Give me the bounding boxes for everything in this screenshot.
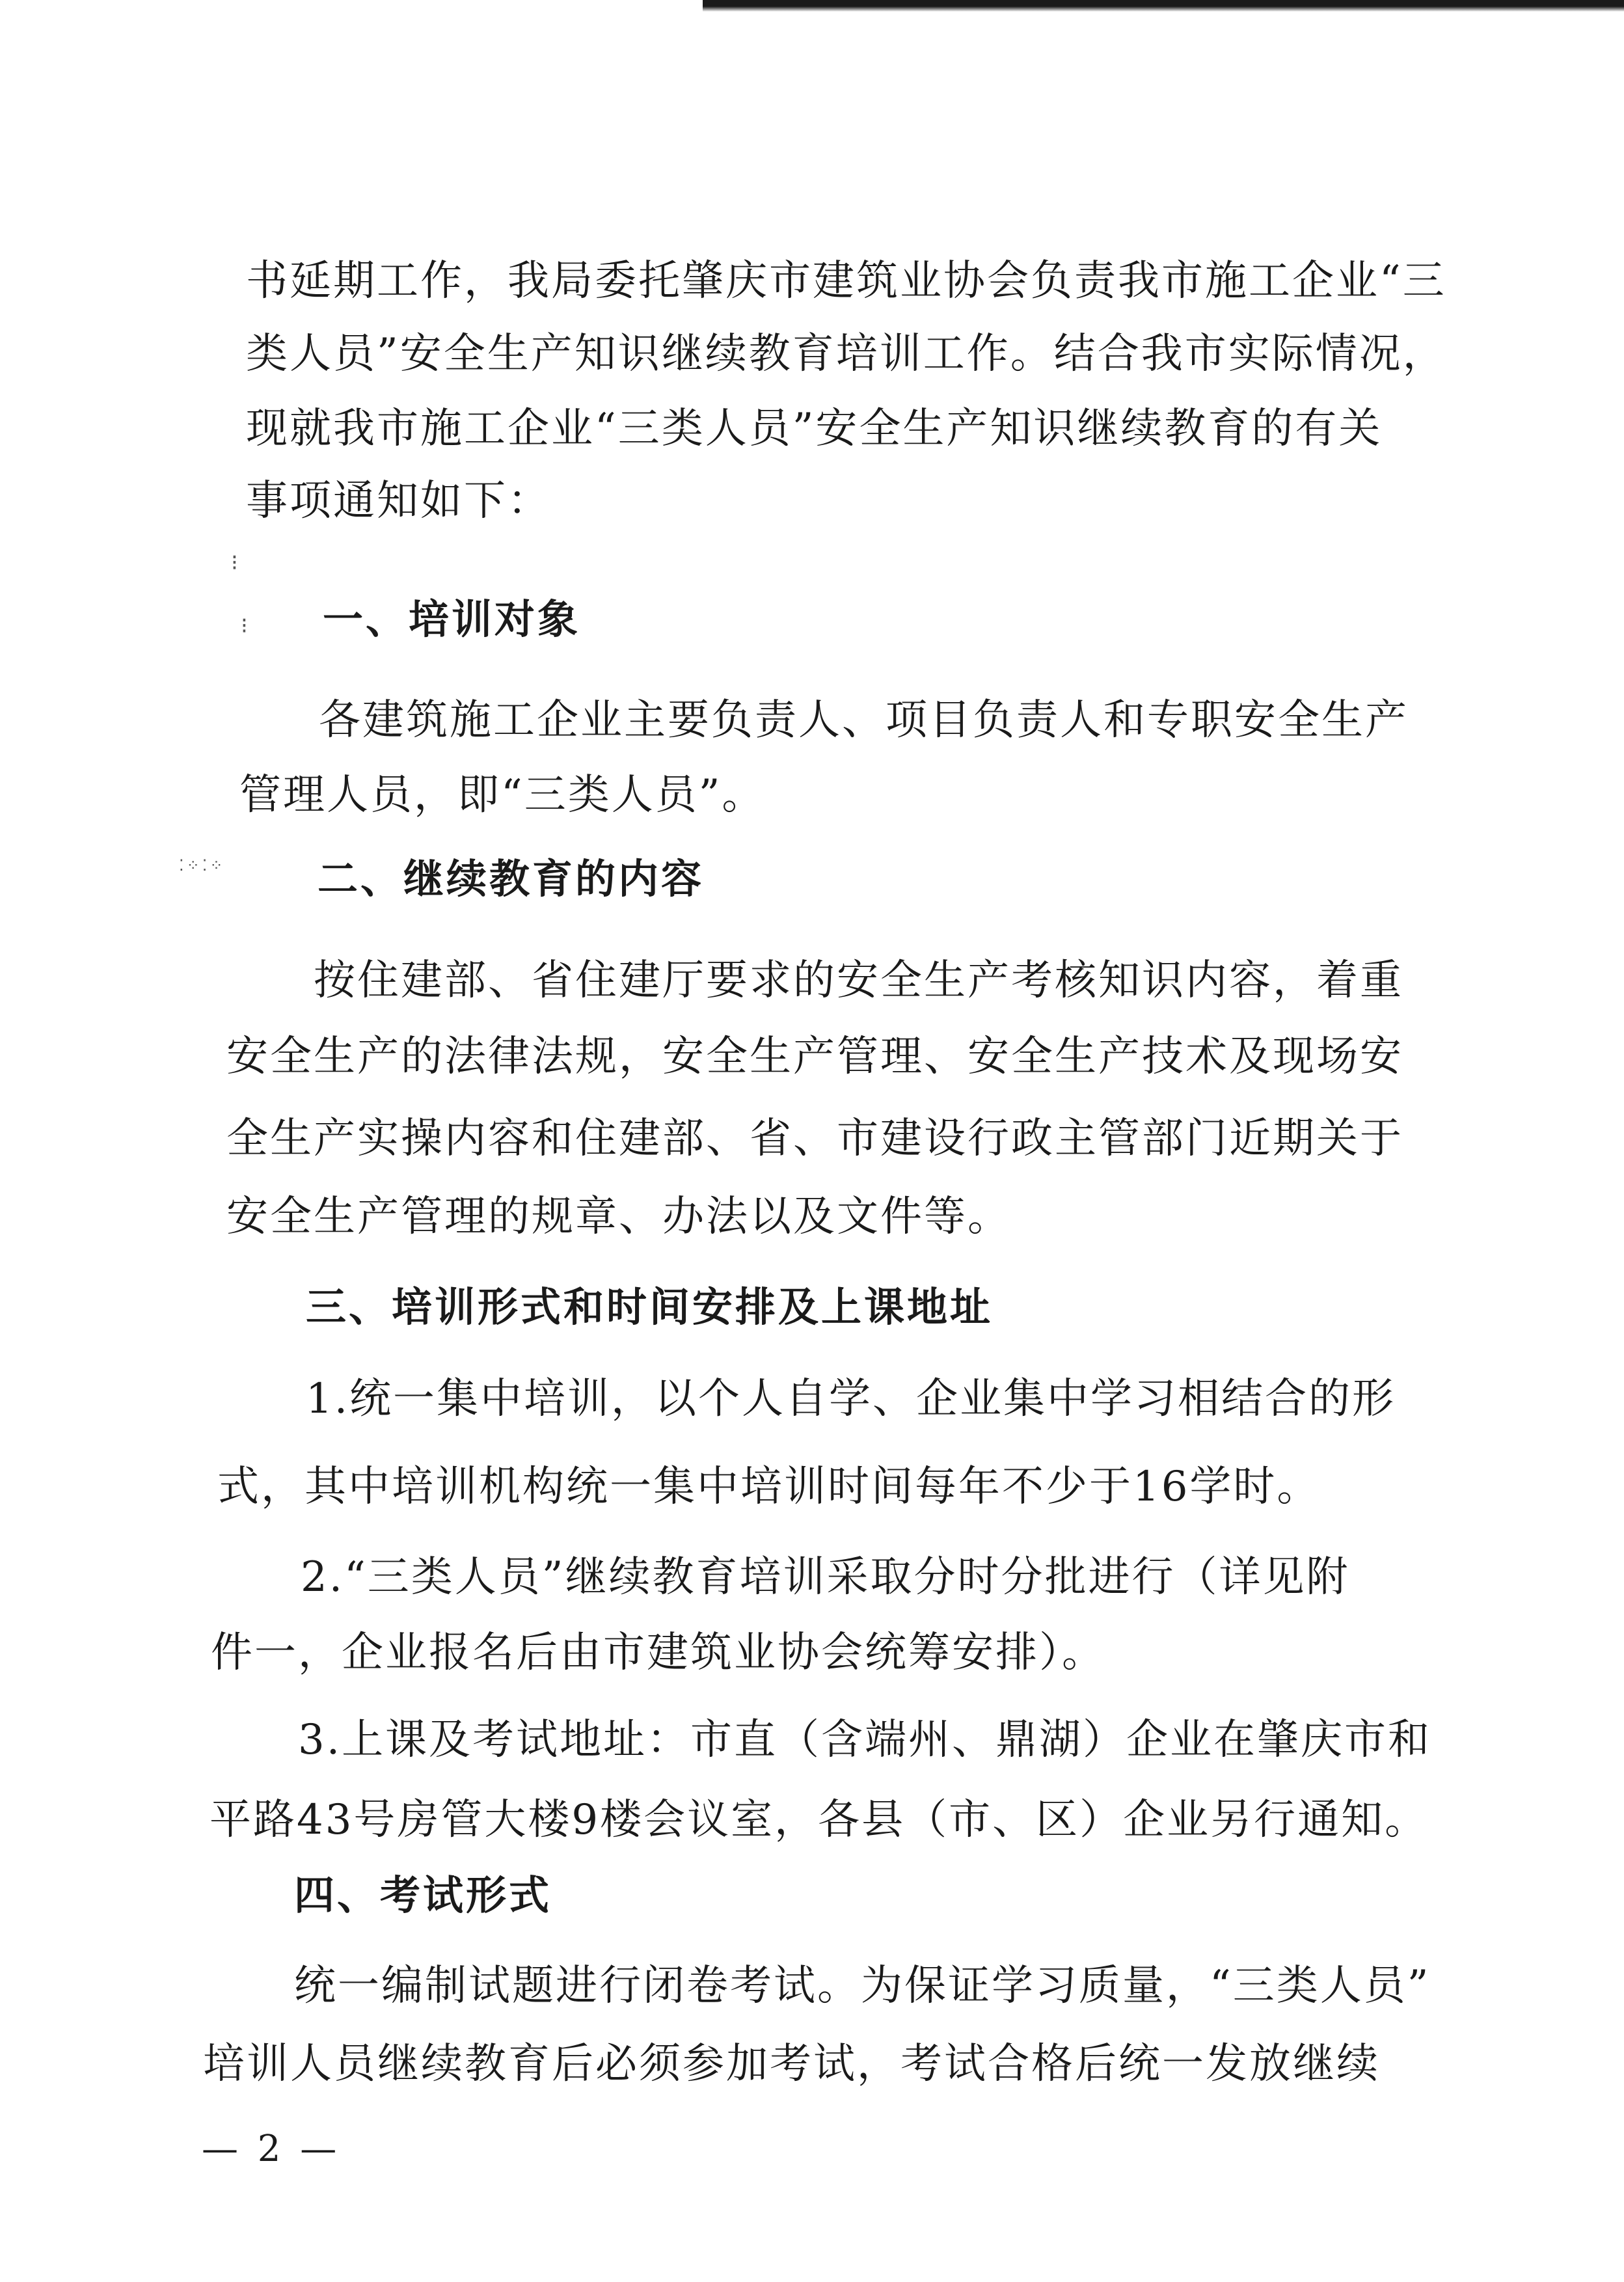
page-number: — 2 — [202, 2128, 341, 2170]
paragraph-line: 2.“三类人员”继续教育培训采取分时分批进行（详见附 [301, 1553, 1350, 1601]
paragraph-line: 书延期工作，我局委托肇庆市建筑业协会负责我市施工企业“三 [246, 257, 1446, 305]
paragraph-line: 按住建部、省住建厅要求的安全生产考核知识内容，着重 [314, 957, 1403, 1005]
paragraph-line: 统一编制试题进行闭卷考试。为保证学习质量，“三类人员” [294, 1962, 1431, 2010]
paragraph-line: 各建筑施工企业主要负责人、项目负责人和专职安全生产 [319, 696, 1409, 744]
paragraph-line: 3.上课及考试地址：市直（含端州、鼎湖）企业在肇庆市和 [298, 1716, 1432, 1764]
paragraph-line: 安全生产管理的规章、办法以及文件等。 [226, 1193, 1011, 1241]
section-heading-4: 四、考试形式 [294, 1871, 552, 1919]
scan-speck: ⁝ [231, 550, 238, 576]
scan-speck: ⁝ [241, 613, 248, 639]
paragraph-line: 1.统一集中培训，以个人自学、企业集中学习相结合的形 [306, 1375, 1396, 1423]
paragraph-line: 全生产实操内容和住建部、省、市建设行政主管部门近期关于 [226, 1115, 1403, 1163]
scan-edge-line [703, 0, 1624, 12]
paragraph-line: 安全生产的法律法规，安全生产管理、安全生产技术及现场安 [226, 1033, 1403, 1081]
scan-speck: ⁚⁘⁚⁘ [179, 856, 226, 875]
section-heading-2: 二、继续教育的内容 [318, 855, 705, 903]
paragraph-line: 式，其中培训机构统一集中培训时间每年不少于16学时。 [217, 1463, 1321, 1511]
paragraph-line: 平路43号房管大楼9楼会议室，各县（市、区）企业另行通知。 [210, 1796, 1429, 1844]
paragraph-line: 类人员”安全生产知识继续教育培训工作。结合我市实际情况， [246, 330, 1446, 378]
paragraph-line: 事项通知如下： [246, 477, 551, 525]
section-heading-3: 三、培训形式和时间安排及上课地址 [306, 1283, 994, 1331]
paragraph-line: 培训人员继续教育后必须参加考试，考试合格后统一发放继续 [203, 2040, 1380, 2088]
paragraph-line: 现就我市施工企业“三类人员”安全生产知识继续教育的有关 [246, 405, 1383, 453]
section-heading-1: 一、培训对象 [323, 595, 581, 643]
paragraph-line: 管理人员，即“三类人员”。 [239, 771, 766, 819]
paragraph-line: 件一，企业报名后由市建筑业协会统筹安排）。 [211, 1629, 1105, 1677]
